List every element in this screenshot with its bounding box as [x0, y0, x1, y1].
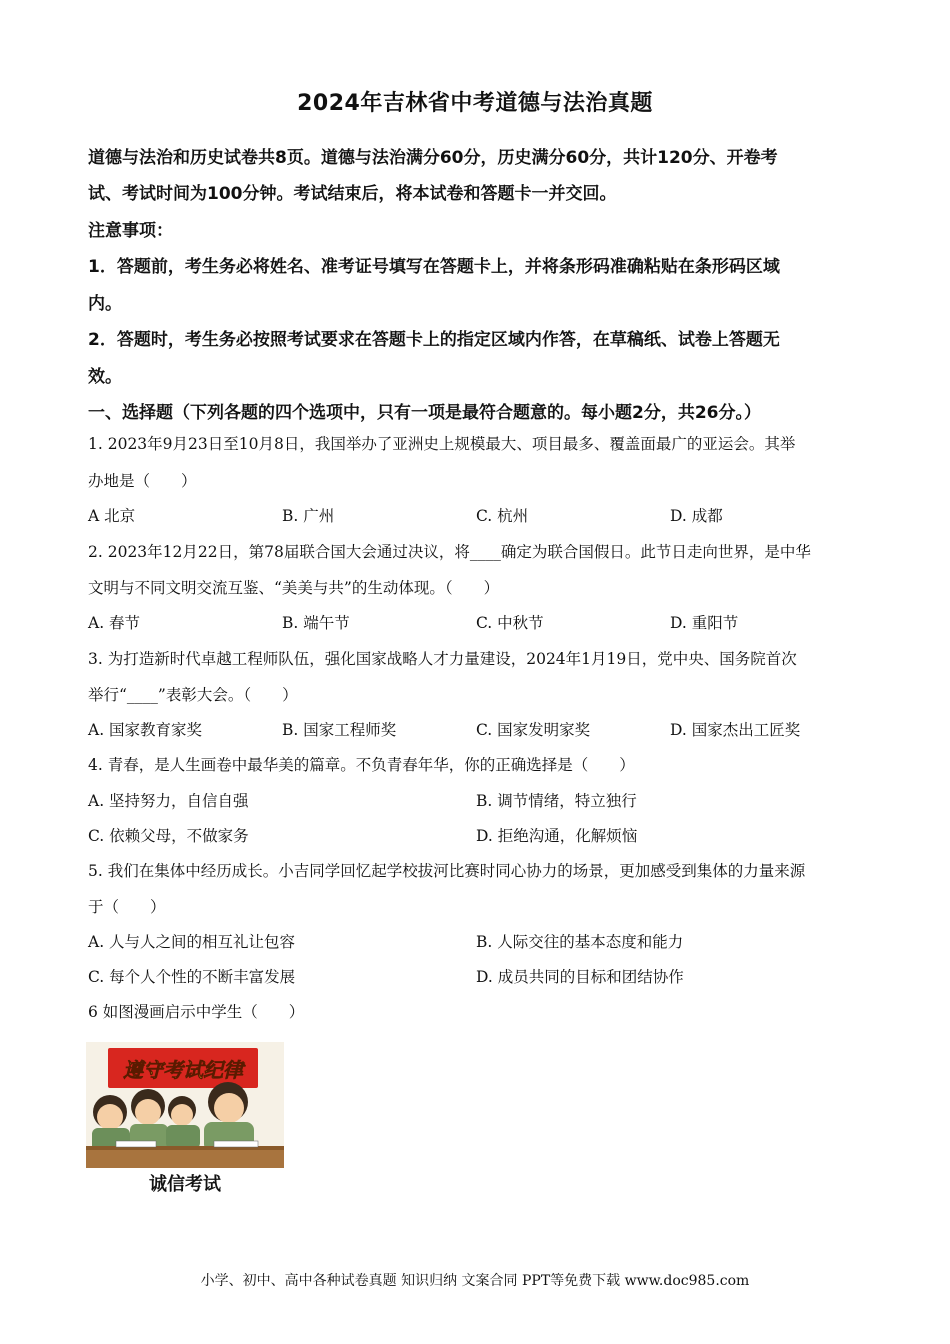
option-d: D. 成都	[670, 507, 723, 525]
question-text: 2. 2023年12月22日，第78届联合国大会通过决议，将____确定为联合国假日。此节日走向世界，是中华	[88, 543, 811, 561]
option-d: D. 成员共同的目标和团结协作	[476, 968, 684, 986]
option-b: B. 调节情绪，特立独行	[476, 792, 637, 810]
option-a: A 北京	[88, 507, 136, 525]
question-text: 4. 青春，是人生画卷中最华美的篇章。不负青春年华，你的正确选择是（ ）	[88, 756, 635, 774]
page-footer: 小学、初中、高中各种试卷真题 知识归纳 文案合同 PPT等免费下载 www.doc985.com	[200, 1273, 750, 1289]
question-text: 3. 为打造新时代卓越工程师队伍，强化国家战略人才力量建设，2024年1月19日，党中央、国务院首次	[88, 650, 797, 668]
page-title: 2024年吉林省中考道德与法治真题	[297, 91, 653, 116]
option-b: B. 端午节	[282, 614, 350, 632]
option-c: C. 中秋节	[476, 614, 544, 632]
question-text: 办地是（ ）	[88, 472, 197, 490]
option-a: A. 坚持努力，自信自强	[88, 792, 249, 810]
student-face	[171, 1104, 193, 1126]
student-face	[135, 1099, 161, 1125]
banner-text: 遵守考试纪律	[123, 1058, 243, 1082]
question-text: 于（ ）	[88, 898, 166, 916]
notice-item: 2．答题时，考生务必按照考试要求在答题卡上的指定区域内作答，在草稿纸、试卷上答题无	[88, 330, 780, 350]
student-face	[97, 1104, 123, 1130]
option-d: D. 国家杰出工匠奖	[670, 721, 801, 739]
notice-item: 效。	[88, 367, 122, 387]
figure-caption: 诚信考试	[149, 1174, 221, 1195]
exam-paper	[214, 1141, 258, 1147]
option-d: D. 重阳节	[670, 614, 739, 632]
option-a: A. 人与人之间的相互礼让包容	[88, 933, 296, 951]
intro-line: 道德与法治和历史试卷共8页。道德与法治满分60分，历史满分60分，共计120分、开卷考	[88, 148, 778, 168]
cartoon-image	[86, 1042, 284, 1168]
notice-item: 1．答题前，考生务必将姓名、准考证号填写在答题卡上，并将条形码准确粘贴在条形码区域	[88, 257, 780, 277]
question-text: 举行“____”表彰大会。（ ）	[88, 686, 298, 704]
intro-line: 试、考试时间为100分钟。考试结束后，将本试卷和答题卡一并交回。	[88, 184, 617, 204]
option-c: C. 国家发明家奖	[476, 721, 591, 739]
option-b: B. 广州	[282, 507, 335, 525]
question-text: 6 如图漫画启示中学生（ ）	[88, 1003, 305, 1021]
notice-heading: 注意事项：	[88, 221, 173, 241]
option-b: B. 人际交往的基本态度和能力	[476, 933, 684, 951]
option-b: B. 国家工程师奖	[282, 721, 397, 739]
option-c: C. 依赖父母，不做家务	[88, 827, 249, 845]
question-text: 文明与不同文明交流互鉴、“美美与共”的生动体现。（ ）	[88, 579, 500, 597]
exam-paper	[116, 1141, 156, 1147]
option-c: C. 杭州	[476, 507, 529, 525]
question-text: 1. 2023年9月23日至10月8日，我国举办了亚洲史上规模最大、项目最多、覆盖面最广的亚运会。其举	[88, 435, 796, 453]
option-a: A. 国家教育家奖	[88, 721, 203, 739]
notice-item: 内。	[88, 294, 122, 314]
option-d: D. 拒绝沟通，化解烦恼	[476, 827, 638, 845]
option-a: A. 春节	[88, 614, 141, 632]
section-heading: 一、选择题（下列各题的四个选项中，只有一项是最符合题意的。每小题2分，共26分。）	[88, 403, 761, 423]
student-body	[166, 1125, 200, 1149]
exam-cartoon-illustration	[86, 1042, 284, 1168]
option-c: C. 每个人个性的不断丰富发展	[88, 968, 296, 986]
question-text: 5. 我们在集体中经历成长。小吉同学回忆起学校拔河比赛时同心协力的场景，更加感受到集体的力量来源	[88, 862, 806, 880]
student-face	[214, 1093, 244, 1123]
